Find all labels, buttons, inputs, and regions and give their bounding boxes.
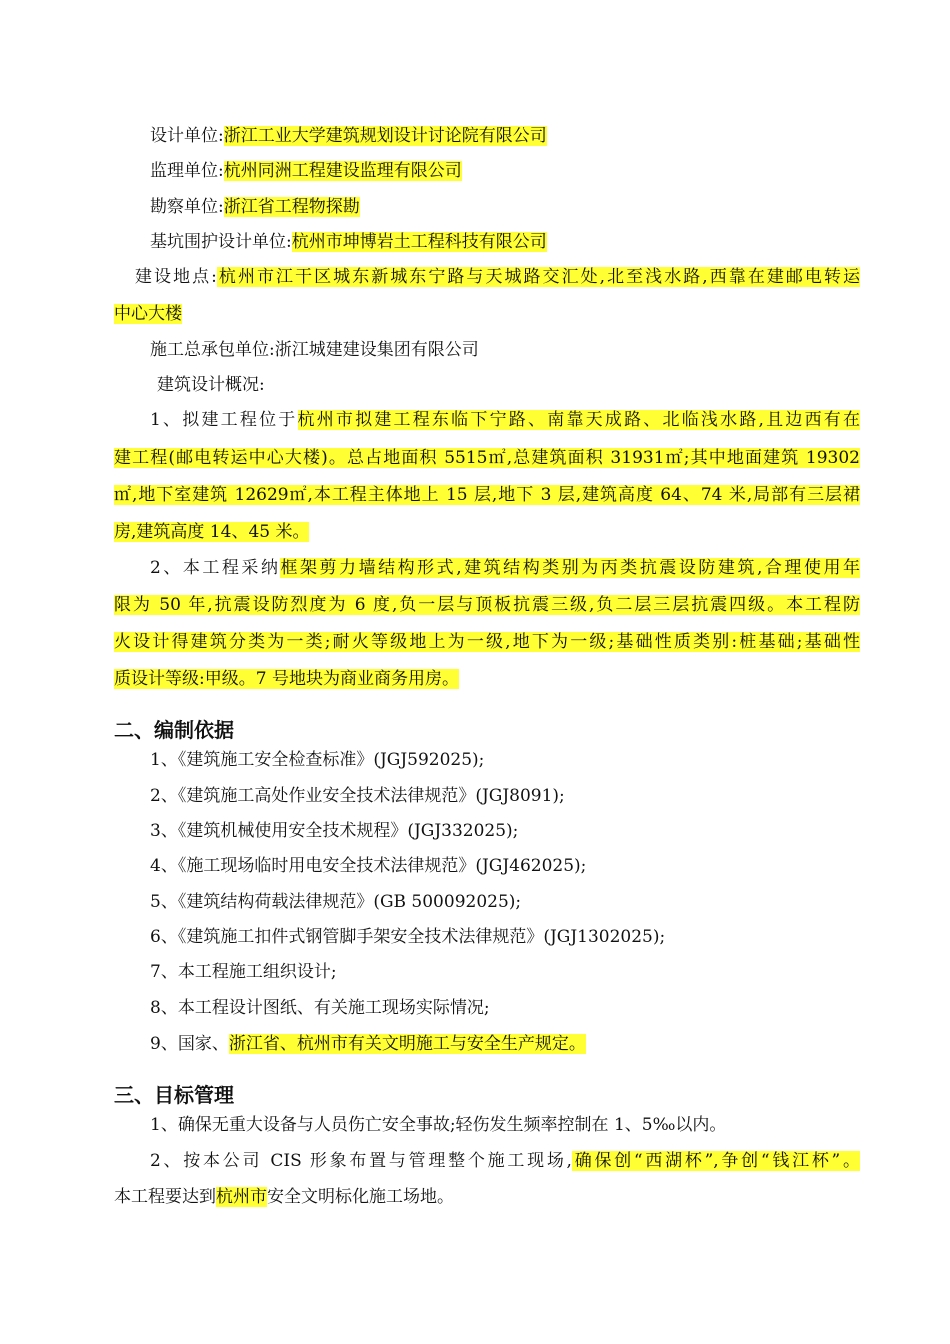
- overview-p1-highlight: 杭州市拟建工程东临下宁路、南靠天成路、北临浅水路,且边西有在: [297, 410, 860, 430]
- pit-design-unit-line: [150, 230, 896, 254]
- basis-item: 8、本工程设计图纸、有关施工现场实际情况;: [150, 998, 490, 1018]
- overview-p2-line-3: 火设计得建筑分类为一类;耐火等级地上为一级,地下为一级;基础性质类别:桩基础;基础性: [114, 632, 860, 652]
- goal-item-1: 1、确保无重大设备与人员伤亡安全事故;轻伤发生频率控制在 1、5‰以内。: [150, 1115, 727, 1135]
- overview-p2-line-2: 限为 50 年,抗震设防烈度为 6 度,负一层与顶板抗震三级,负二层三层抗震四级。本工程防: [114, 595, 860, 615]
- basis-item: 7、本工程施工组织设计;: [150, 962, 337, 982]
- basis-item-9-highlight: 浙江省、杭州市有关文明施工与安全生产规定。: [228, 1034, 586, 1054]
- overview-p2-highlight: 框架剪力墙结构形式,建筑结构类别为丙类抗震设防建筑,合理使用年: [280, 558, 860, 578]
- overview-p1-line-3: ㎡,地下室建筑 12629㎡,本工程主体地上 15 层,地下 3 层,建筑高度 64、74 米,局部有三层裙: [114, 485, 860, 505]
- contractor-line: [150, 338, 896, 362]
- design-unit-line: [150, 124, 896, 148]
- overview-p1-line-2: 建工程(邮电转运中心大楼)。总占地面积 5515㎡,总建筑面积 31931㎡;其中地面建筑 19302: [114, 448, 860, 468]
- basis-item: 3、《建筑机械使用安全技术规程》(JGJ332025);: [150, 821, 519, 841]
- design-unit-label: 设计单位:: [150, 126, 224, 146]
- supervision-unit-value: 杭州同洲工程建设监理有限公司: [223, 161, 462, 181]
- basis-item: 5、《建筑结构荷载法律规范》(GB 500092025);: [150, 892, 522, 912]
- section-heading-goals: 三、目标管理: [114, 1083, 234, 1107]
- site-line-1: [135, 265, 860, 289]
- survey-unit-value: 浙江省工程物探勘: [223, 197, 360, 217]
- basis-item: 2、《建筑施工高处作业安全技术法律规范》(JGJ8091);: [150, 786, 565, 806]
- supervision-unit-line: [150, 159, 896, 183]
- design-unit-value: 浙江工业大学建筑规划设计讨论院有限公司: [223, 126, 547, 146]
- basis-item: 1、《建筑施工安全检查标准》(JGJ592025);: [150, 750, 485, 770]
- overview-p1-line-4: 房,建筑高度 14、45 米。: [114, 522, 310, 542]
- overview-p2-line-4: 质设计等级:甲级。7 号地块为商业商务用房。: [114, 669, 459, 689]
- basis-item: 4、《施工现场临时用电安全技术法律规范》(JGJ462025);: [150, 856, 587, 876]
- contractor-text: 施工总承包单位:浙江城建建设集团有限公司: [150, 340, 479, 360]
- section-heading-basis: 二、编制依据: [114, 718, 234, 742]
- site-value-line-2: 中心大楼: [114, 304, 182, 324]
- pit-design-unit-value: 杭州市坤博岩土工程科技有限公司: [291, 232, 547, 252]
- basis-item-9: 9、国家、浙江省、杭州市有关文明施工与安全生产规定。: [150, 1034, 586, 1054]
- supervision-unit-label: 监理单位:: [150, 161, 224, 181]
- goal-item-2: 2、按本公司 CIS 形象布置与管理整个施工现场,确保创“西湖杯”,争创“钱江杯”。: [150, 1151, 860, 1171]
- survey-unit-line: [150, 195, 896, 219]
- site-value-line-1: 杭州市江干区城东新城东宁路与天城路交汇处,北至浅水路,西靠在建邮电转运: [216, 267, 861, 287]
- goal-item-2-highlight: 确保创“西湖杯”,争创“钱江杯”。: [571, 1151, 860, 1171]
- site-line-2: [114, 302, 860, 326]
- overview-p2-line-1: [150, 556, 860, 580]
- site-label: 建设地点:: [135, 267, 217, 287]
- overview-p2-prefix: 2、本工程采纳: [150, 558, 281, 578]
- goal-item-2-city-highlight: 杭州市: [216, 1187, 267, 1207]
- overview-p1-line-1: [150, 408, 860, 432]
- goal-item-2-line-2: 本工程要达到杭州市安全文明标化施工场地。: [114, 1187, 454, 1207]
- overview-title: 建筑设计概况:: [157, 375, 265, 395]
- basis-item: 6、《建筑施工扣件式钢管脚手架安全技术法律规范》(JGJ1302025);: [150, 927, 666, 947]
- pit-design-unit-label: 基坑围护设计单位:: [150, 232, 292, 252]
- survey-unit-label: 勘察单位:: [150, 197, 224, 217]
- overview-p1-prefix: 1、拟建工程位于: [150, 410, 298, 430]
